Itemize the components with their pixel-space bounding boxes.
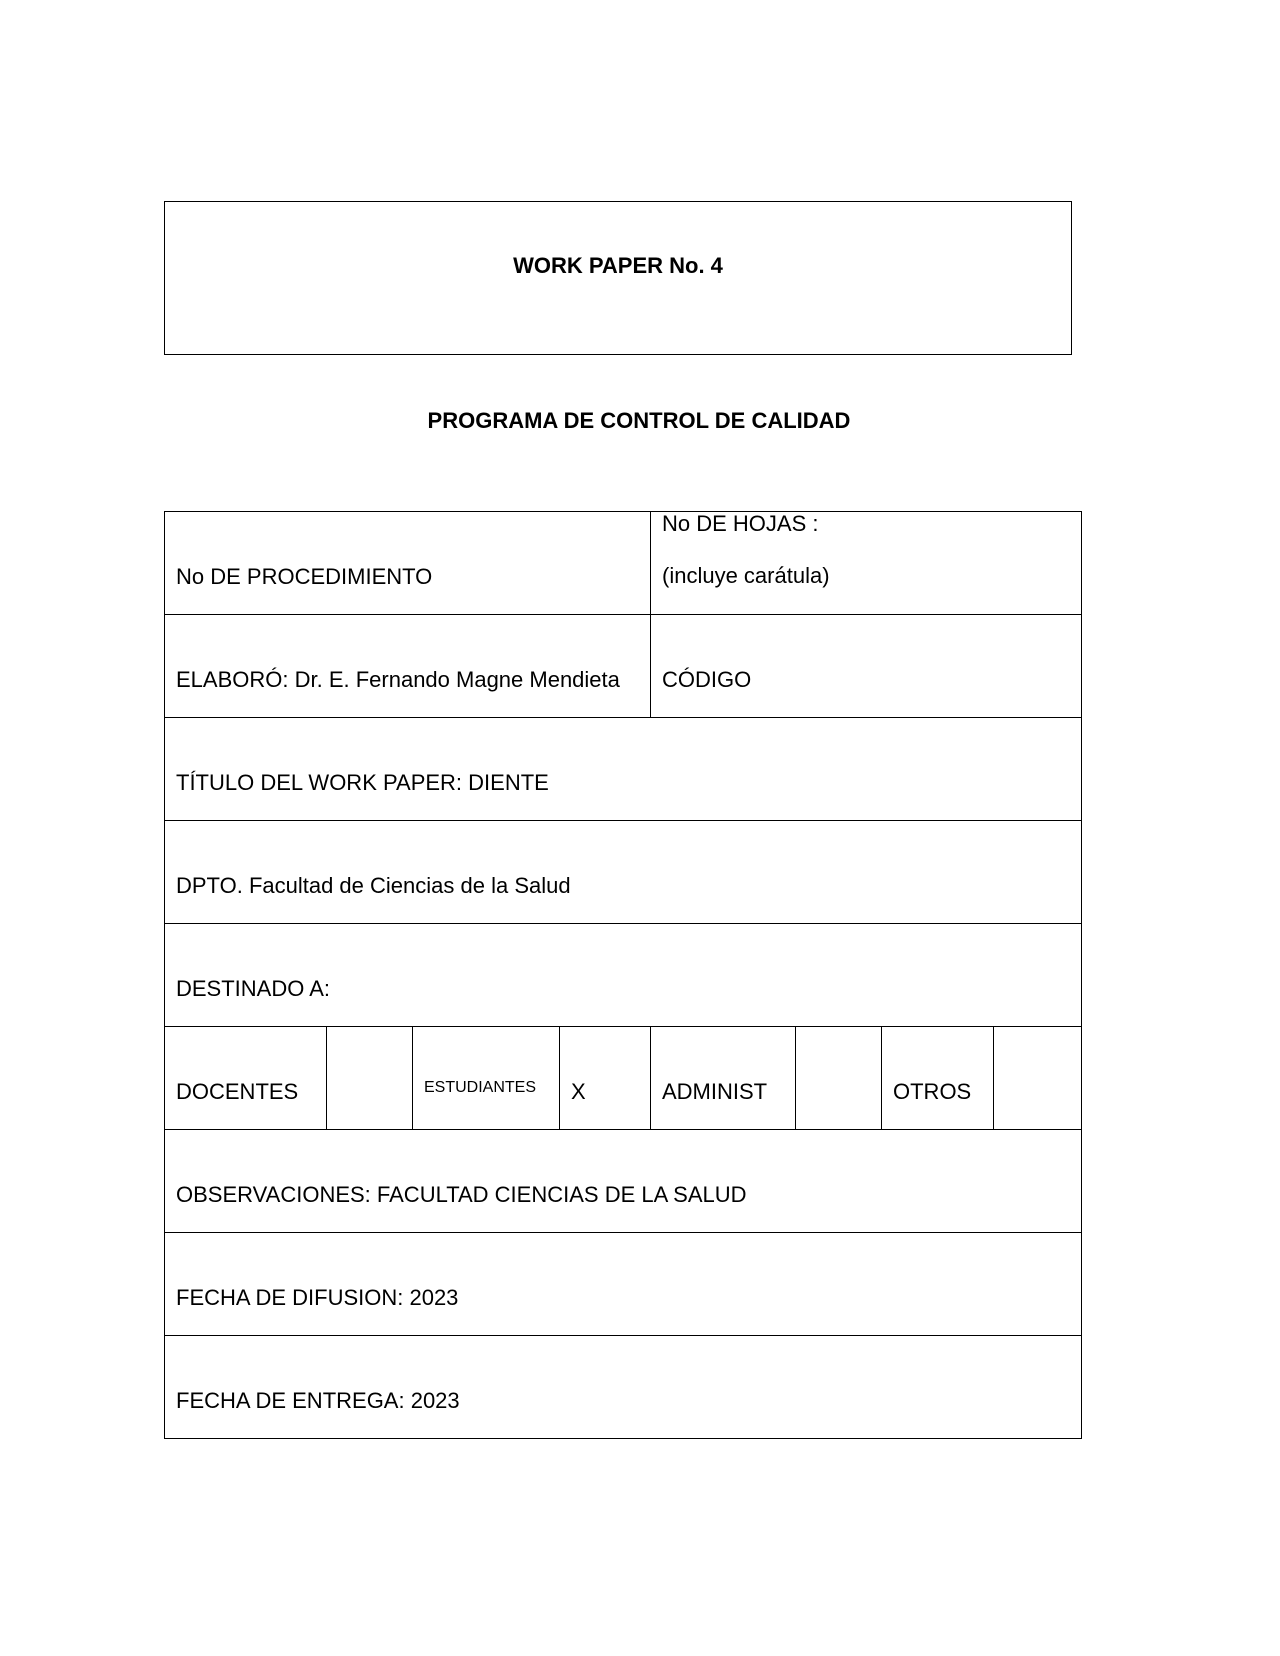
row-procedimiento xyxy=(165,512,1082,615)
row-titulo xyxy=(165,718,1082,821)
hojas-label: No DE HOJAS : xyxy=(662,511,819,536)
estudiantes-mark: X xyxy=(560,1027,651,1130)
row-fecha-entrega xyxy=(165,1336,1082,1439)
procedimiento-cell: No DE PROCEDIMIENTO xyxy=(165,512,651,615)
administ-label: ADMINIST xyxy=(651,1027,796,1130)
work-paper-title: WORK PAPER No. 4 xyxy=(513,253,723,278)
elaboro-cell: ELABORÓ: Dr. E. Fernando Magne Mendieta xyxy=(165,615,651,718)
fecha-difusion-cell: FECHA DE DIFUSION: 2023 xyxy=(165,1233,1082,1336)
docentes-label: DOCENTES xyxy=(165,1027,327,1130)
row-observaciones xyxy=(165,1130,1082,1233)
row-fecha-difusion xyxy=(165,1233,1082,1336)
otros-label: OTROS xyxy=(882,1027,994,1130)
docentes-mark xyxy=(327,1027,413,1130)
work-paper-title-box xyxy=(164,201,1072,355)
row-destinado xyxy=(165,924,1082,1027)
administ-mark xyxy=(796,1027,882,1130)
fecha-entrega-cell: FECHA DE ENTREGA: 2023 xyxy=(165,1336,1082,1439)
dpto-cell: DPTO. Facultad de Ciencias de la Salud xyxy=(165,821,1082,924)
estudiantes-label: ESTUDIANTES xyxy=(413,1027,560,1130)
destinado-cell: DESTINADO A: xyxy=(165,924,1082,1027)
titulo-cell: TÍTULO DEL WORK PAPER: DIENTE xyxy=(165,718,1082,821)
codigo-cell: CÓDIGO xyxy=(651,615,1082,718)
hojas-note: (incluye carátula) xyxy=(662,563,830,588)
observaciones-cell: OBSERVACIONES: FACULTAD CIENCIAS DE LA SALUD xyxy=(165,1130,1082,1233)
row-dpto xyxy=(165,821,1082,924)
control-form-table xyxy=(164,511,1082,1439)
otros-mark xyxy=(994,1027,1082,1130)
row-elaboro xyxy=(165,615,1082,718)
program-subtitle: PROGRAMA DE CONTROL DE CALIDAD xyxy=(427,408,851,433)
hojas-cell xyxy=(651,512,1082,615)
row-audience xyxy=(165,1027,1082,1130)
